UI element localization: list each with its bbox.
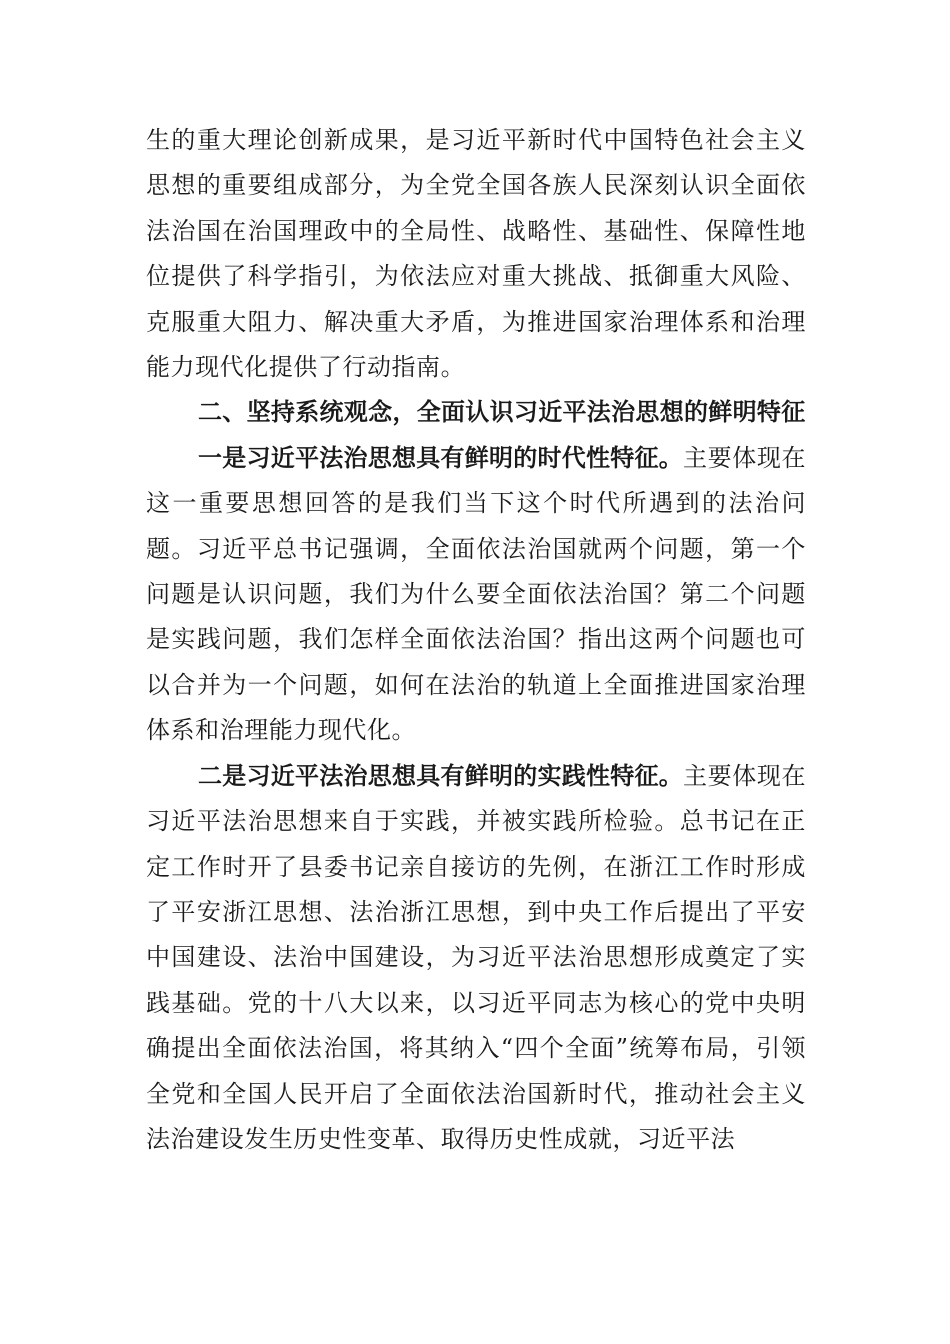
document-body xyxy=(146,118,806,1162)
paragraph-era-feature xyxy=(146,436,806,754)
paragraph-practice-feature xyxy=(146,754,806,1163)
paragraph-body-text: 主要体现在这一重要思想回答的是我们当下这个时代所遇到的法治问题。习近平总书记强调，全面依法治国就两个问题，第一个问题是认识问题，我们为什么要全面依法治国？第二个问题是实践问题，我们怎样全面依法治国？指出这两个问题也可以合并为一个问题，如何在法治的轨道上全面推进国家治理体系和治理能力现代化。 xyxy=(146,443,807,745)
paragraph-continuation: 生的重大理论创新成果，是习近平新时代中国特色社会主义思想的重要组成部分，为全党全国各族人民深刻认识全面依法治国在治国理政中的全局性、战略性、基础性、保障性地位提供了科学指引，为依法应对重大挑战、抵御重大风险、克服重大阻力、解决重大矛盾，为推进国家治理体系和治理能力现代化提供了行动指南。 xyxy=(146,126,806,382)
section-heading: 二、坚持系统观念，全面认识习近平法治思想的鲜明特征 xyxy=(198,398,806,427)
paragraph-body-text: 主要体现在习近平法治思想来自于实践，并被实践所检验。总书记在正定工作时开了县委书记亲自接访的先例，在浙江工作时形成了平安浙江思想、法治浙江思想，到中央工作后提出了平安中国建设、法治中国建设，为习近平法治思想形成奠定了实践基础。党的十八大以来，以习近平同志为核心的党中央明确提出全面依法治国，将其纳入“四个全面”统筹布局，引领全党和全国人民开启了全面依法治国新时代，推动社会主义法治建设发生历史性变革、取得历史性成就，习近平法 xyxy=(146,761,807,1153)
paragraph-lead-sentence: 二是习近平法治思想具有鲜明的实践性特征。 xyxy=(198,761,684,790)
paragraph-lead-sentence: 一是习近平法治思想具有鲜明的时代性特征。 xyxy=(198,443,684,472)
